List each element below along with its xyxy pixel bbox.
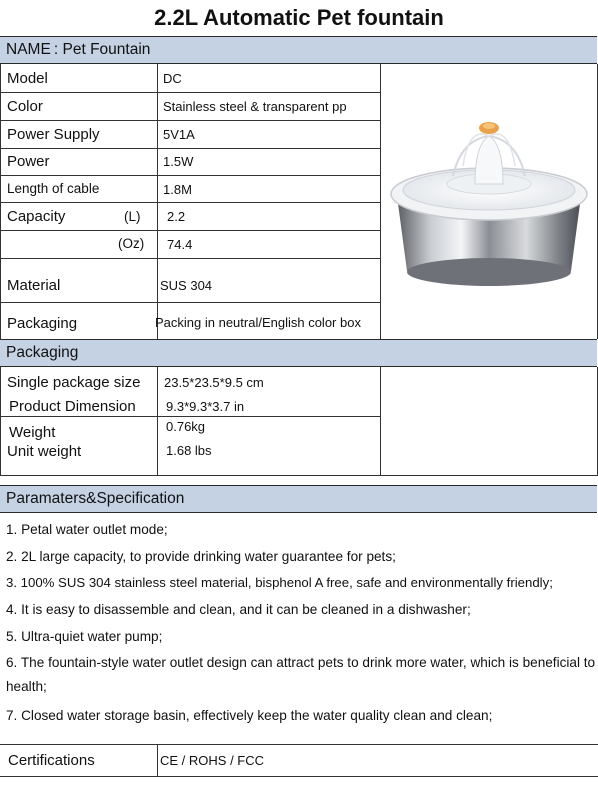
weight-label: Weight	[9, 424, 56, 441]
spec-item: 6. The fountain-style water outlet design can attract pets to drink more water, which is beneficial to health;	[6, 655, 596, 694]
row-separator	[0, 92, 381, 93]
table-divider	[157, 367, 158, 475]
capacity-ounces-value: 74.4	[167, 237, 193, 252]
spec-item: 4. It is easy to disassemble and clean, and it can be cleaned in a dishwasher;	[6, 602, 471, 617]
spec-item: 3. 100% SUS 304 stainless steel material, bisphenol A free, safe and environmentally friendly;	[6, 575, 553, 590]
unit-weight-value: 1.68 lbs	[166, 443, 212, 458]
table-divider	[157, 744, 158, 777]
spec-item: 5. Ultra-quiet water pump;	[6, 629, 163, 644]
row-separator	[0, 148, 381, 149]
power-label: Power	[7, 153, 50, 170]
color-value: Stainless steel & transparent pp	[163, 99, 347, 114]
capacity-label: Capacity	[7, 208, 66, 225]
packaging-value: Packing in neutral/English color box	[155, 315, 361, 330]
color-label: Color	[7, 98, 43, 115]
pet-fountain-photo	[383, 66, 595, 336]
model-label: Model	[7, 70, 48, 87]
page-title: 2.2L Automatic Pet fountain	[154, 5, 444, 30]
spec-item: 2. 2L large capacity, to provide drinking water guarantee for pets;	[6, 549, 396, 564]
packaging-label: Packaging	[7, 315, 78, 332]
table-divider	[380, 367, 381, 475]
product-dimension-value: 9.3*9.3*3.7 in	[166, 399, 245, 414]
spec-item: 7. Closed water storage basin, effectively keep the water quality clean and clean;	[6, 708, 493, 723]
material-value: SUS 304	[160, 278, 213, 293]
material-label: Material	[7, 277, 61, 294]
row-separator	[0, 120, 381, 121]
power-supply-value: 5V1A	[163, 127, 195, 142]
specification-band: Paramaters&Specification	[0, 485, 597, 513]
row-separator	[0, 744, 598, 745]
row-separator	[0, 258, 381, 259]
table-border-left	[0, 367, 1, 475]
row-separator	[0, 776, 598, 777]
power-value: 1.5W	[163, 154, 194, 169]
row-separator	[0, 202, 381, 203]
unit-weight-label: Unit weight	[7, 443, 82, 460]
capacity-unit-ounces: (Oz)	[118, 236, 145, 251]
row-separator	[0, 416, 381, 417]
single-package-label: Single package size	[7, 374, 141, 391]
model-value: DC	[163, 71, 182, 86]
row-separator	[0, 230, 381, 231]
cable-length-label: Length of cable	[7, 181, 100, 196]
product-dimension-label: Product Dimension	[9, 398, 136, 415]
name-band: NAME : Pet Fountain	[0, 36, 597, 64]
spec-item: 1. Petal water outlet mode;	[6, 522, 168, 537]
certifications-label: Certifications	[8, 752, 95, 769]
capacity-unit-liters: (L)	[124, 209, 141, 224]
certifications-value: CE / ROHS / FCC	[160, 753, 265, 768]
cable-length-value: 1.8M	[163, 182, 192, 197]
weight-value: 0.76kg	[166, 419, 206, 434]
capacity-liters-value: 2.2	[167, 209, 186, 224]
row-separator	[0, 475, 598, 476]
power-supply-label: Power Supply	[7, 126, 100, 143]
single-package-value: 23.5*23.5*9.5 cm	[164, 375, 264, 390]
packaging-band: Packaging	[0, 339, 597, 367]
row-separator	[0, 175, 381, 176]
row-separator	[0, 302, 381, 303]
